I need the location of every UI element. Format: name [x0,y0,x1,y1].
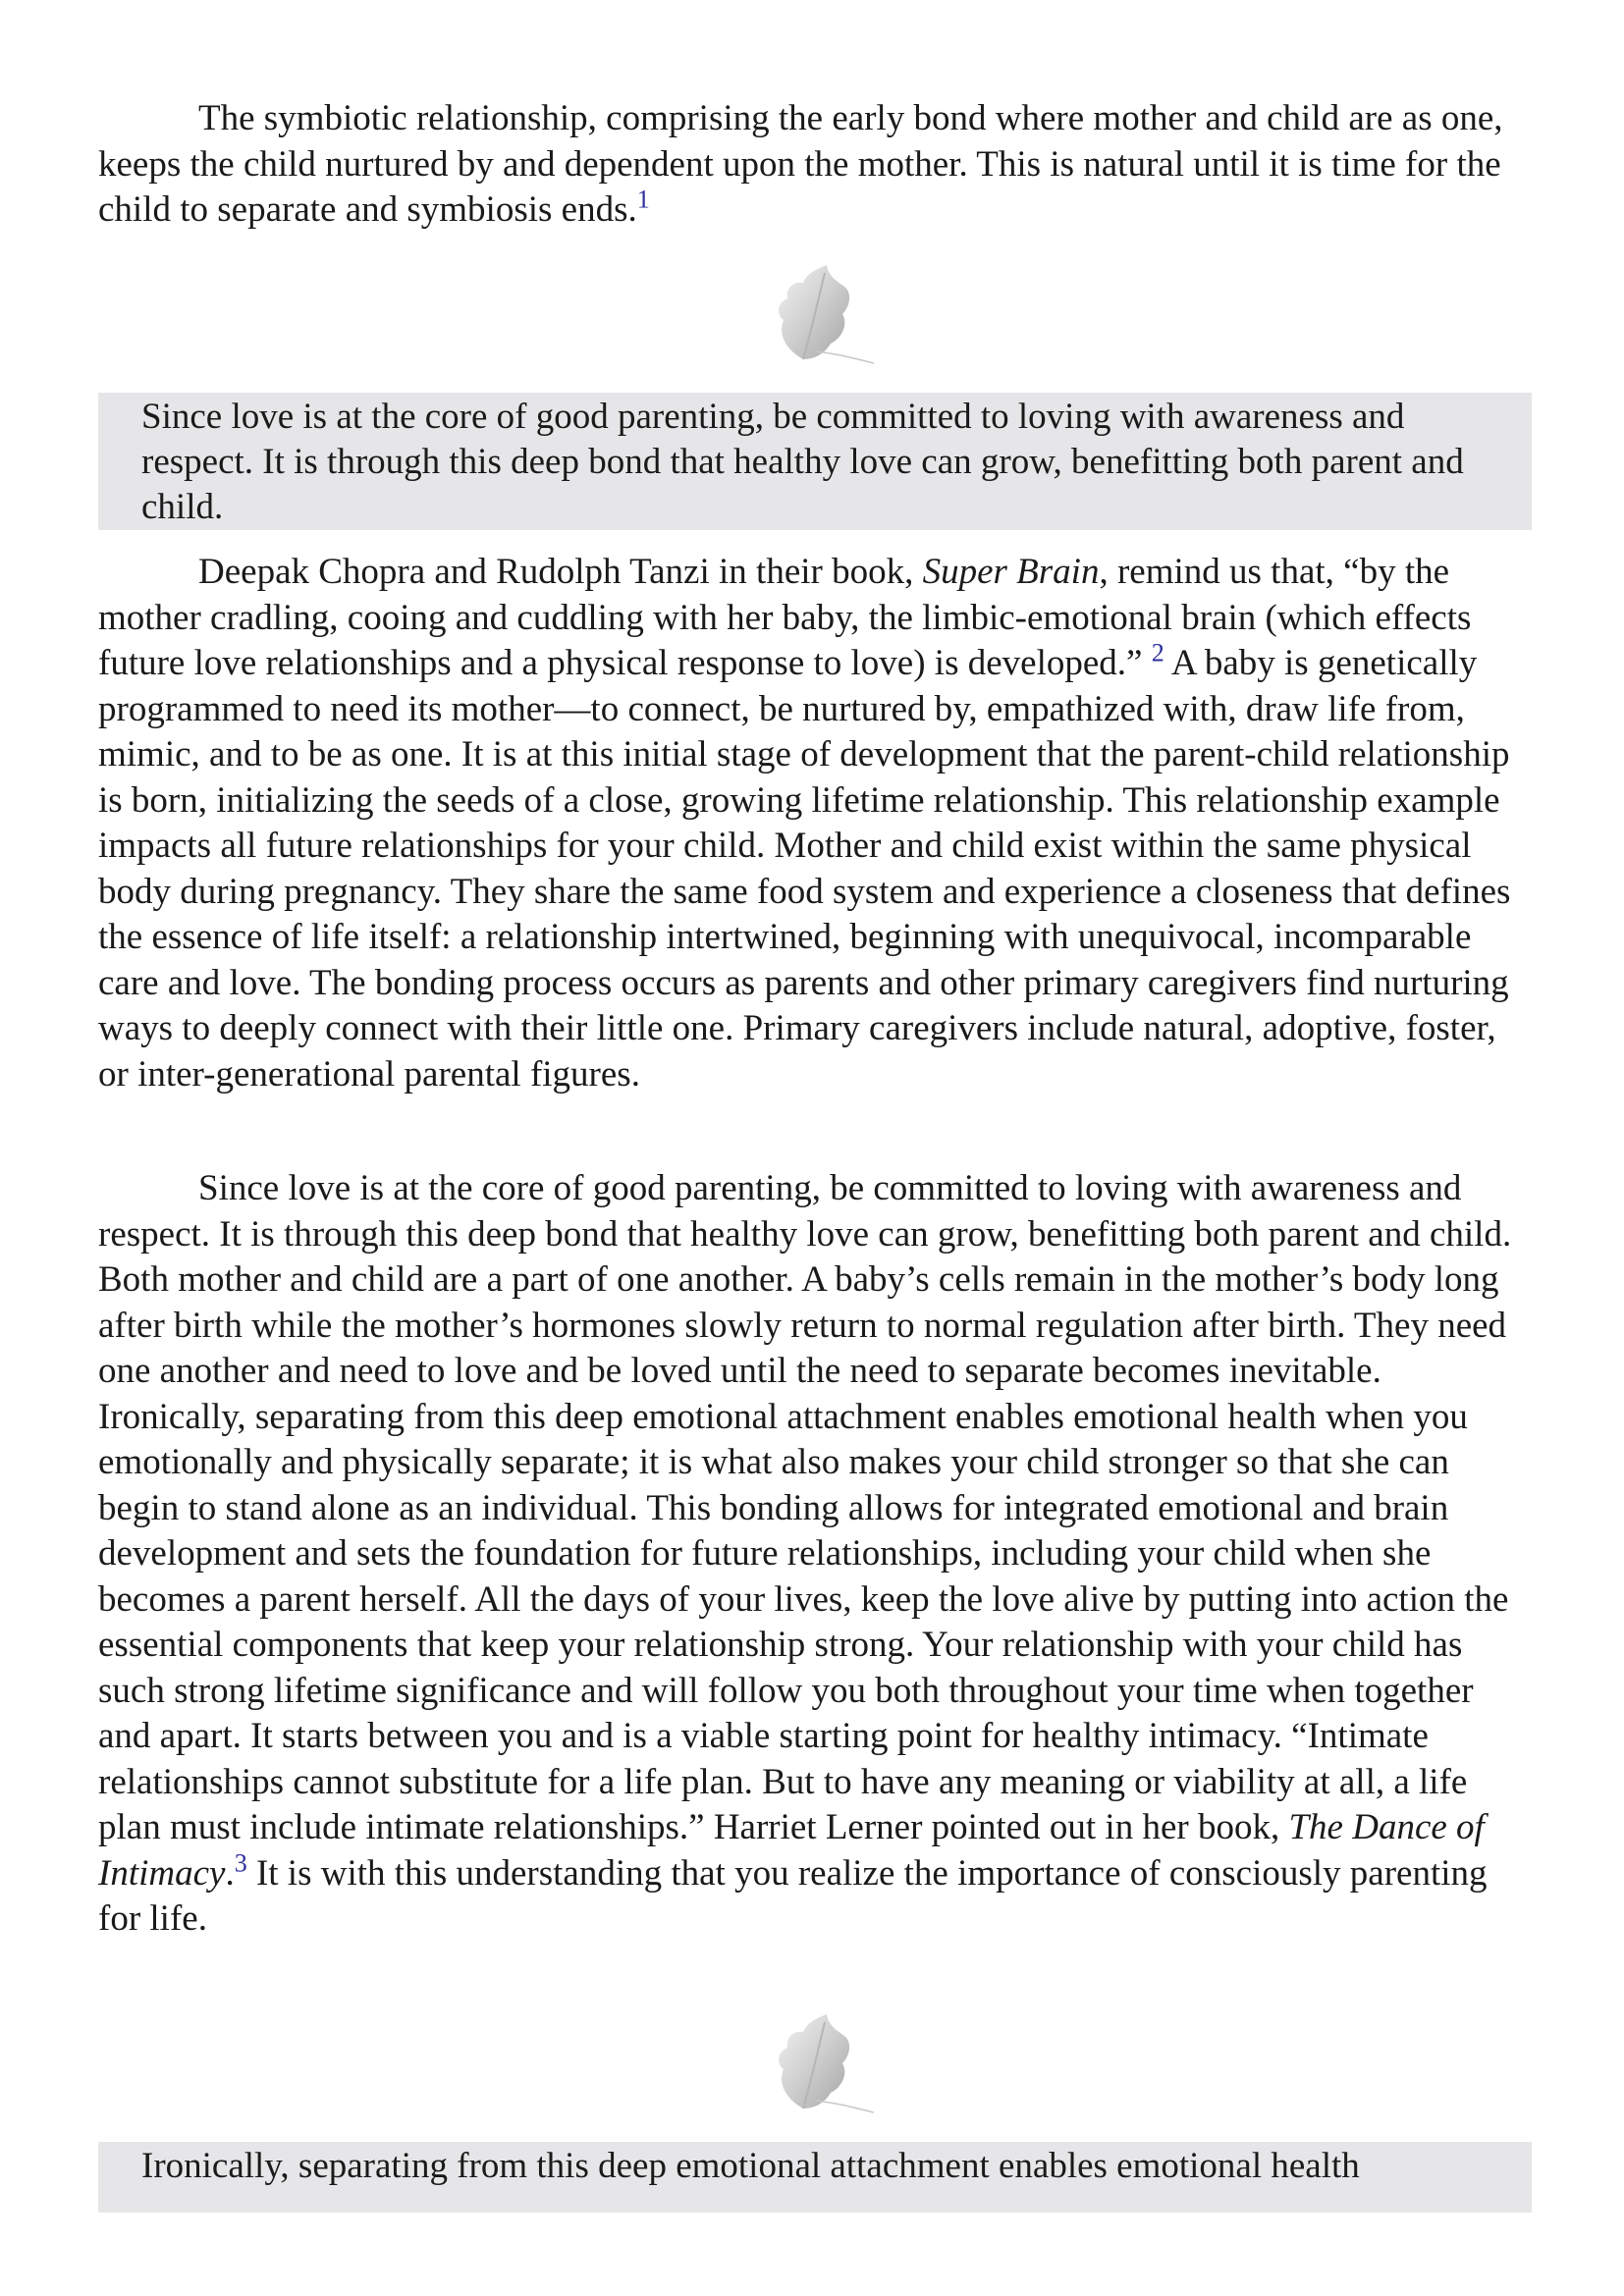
footnote-ref-2[interactable]: 2 [1151,638,1164,667]
book-title: The Dance of Intimacy [98,1807,1485,1894]
paragraph-text: A baby is genetically programmed to need its mother—to connect, be nurtured by, empathized with, draw life from, mimic, and to be as one. It is at this initial stage of development that the parent-child relationship is born, initializing the seeds of a close, growing lifetime relationship. This relationship example impacts all future relationships for your child. Mother and child exist within the same physical body during pregnancy. They share the same food system and experience a closeness that defines the essence of life itself: a relationship intertwined, beginning with unequivocal, incomparable care and love. The bonding process occurs as parents and other primary caregivers find nurturing ways to deeply connect with their little one. Primary caregivers include natural, adoptive, foster, or inter-generational parental figures. [98,643,1511,1095]
leaf-ornament-icon [756,263,884,371]
paragraph-symbiosis [98,96,1532,234]
footnote-ref-1[interactable]: 1 [636,185,650,214]
paragraph-text: Deepak Chopra and Rudolph Tanzi in their book, [198,552,923,592]
paragraph-text: It is with this understanding that you realize the importance of consciously parenting for life. [98,1852,1488,1939]
paragraph-bonding [98,1166,1532,1943]
footnote-ref-3[interactable]: 3 [234,1848,247,1878]
quote-text: , remind us that, “by the mother cradling, cooing and cuddling with her baby, the limbic-emotional brain (which effects future love relationships and a physical response to love) is developed.” [98,552,1472,683]
pull-quote-love: Since love is at the core of good parenting, be committed to loving with awareness and respect. It is through this deep bond that healthy love can grow, benefitting both parent and child. [98,393,1532,530]
punctuation: . [225,1852,235,1894]
leaf-ornament-icon [756,2012,884,2120]
paragraph-text: Since love is at the core of good parenting, be committed to loving with awareness and respect. It is through this deep bond that healthy love can grow, benefitting both parent and child. Both mother and child are a part of one another. A baby’s cells remain in the mother’s body long after birth while the mother’s hormones slowly return to normal regulation after birth. They need one another and need to love and be loved until the need to separate becomes inevitable. Ironically, separating from this deep emotional attachment enables emotional health when you emotionally and physically separate; it is what also makes your child stronger so that she can begin to stand alone as an individual. This bonding allows for integrated emotional and brain development and sets the foundation for future relationships, including your child when she becomes a parent herself. All the days of your lives, keep the love alive by putting into action the essential components that keep your relationship strong. Your relationship with your child has such strong lifetime significance and will follow you both throughout your time when together and apart. It starts between you and is a viable starting point for healthy intimacy. “Intimate relationships cannot substitute for a life plan. But to have any meaning or viability at all, a life plan must include intimate relationships.” Harriet Lerner pointed out in her book, [98,1168,1512,1847]
paragraph-text: The symbiotic relationship, comprising the early bond where mother and child are as one, keeps the child nurtured by and dependent upon the mother. This is natural until it is time for the child to separate and symbiosis ends. [98,98,1503,230]
paragraph-chopra [98,550,1532,1097]
pull-quote-ironically: Ironically, separating from this deep emotional attachment enables emotional health [98,2142,1532,2213]
book-title: Super Brain [922,552,1100,592]
